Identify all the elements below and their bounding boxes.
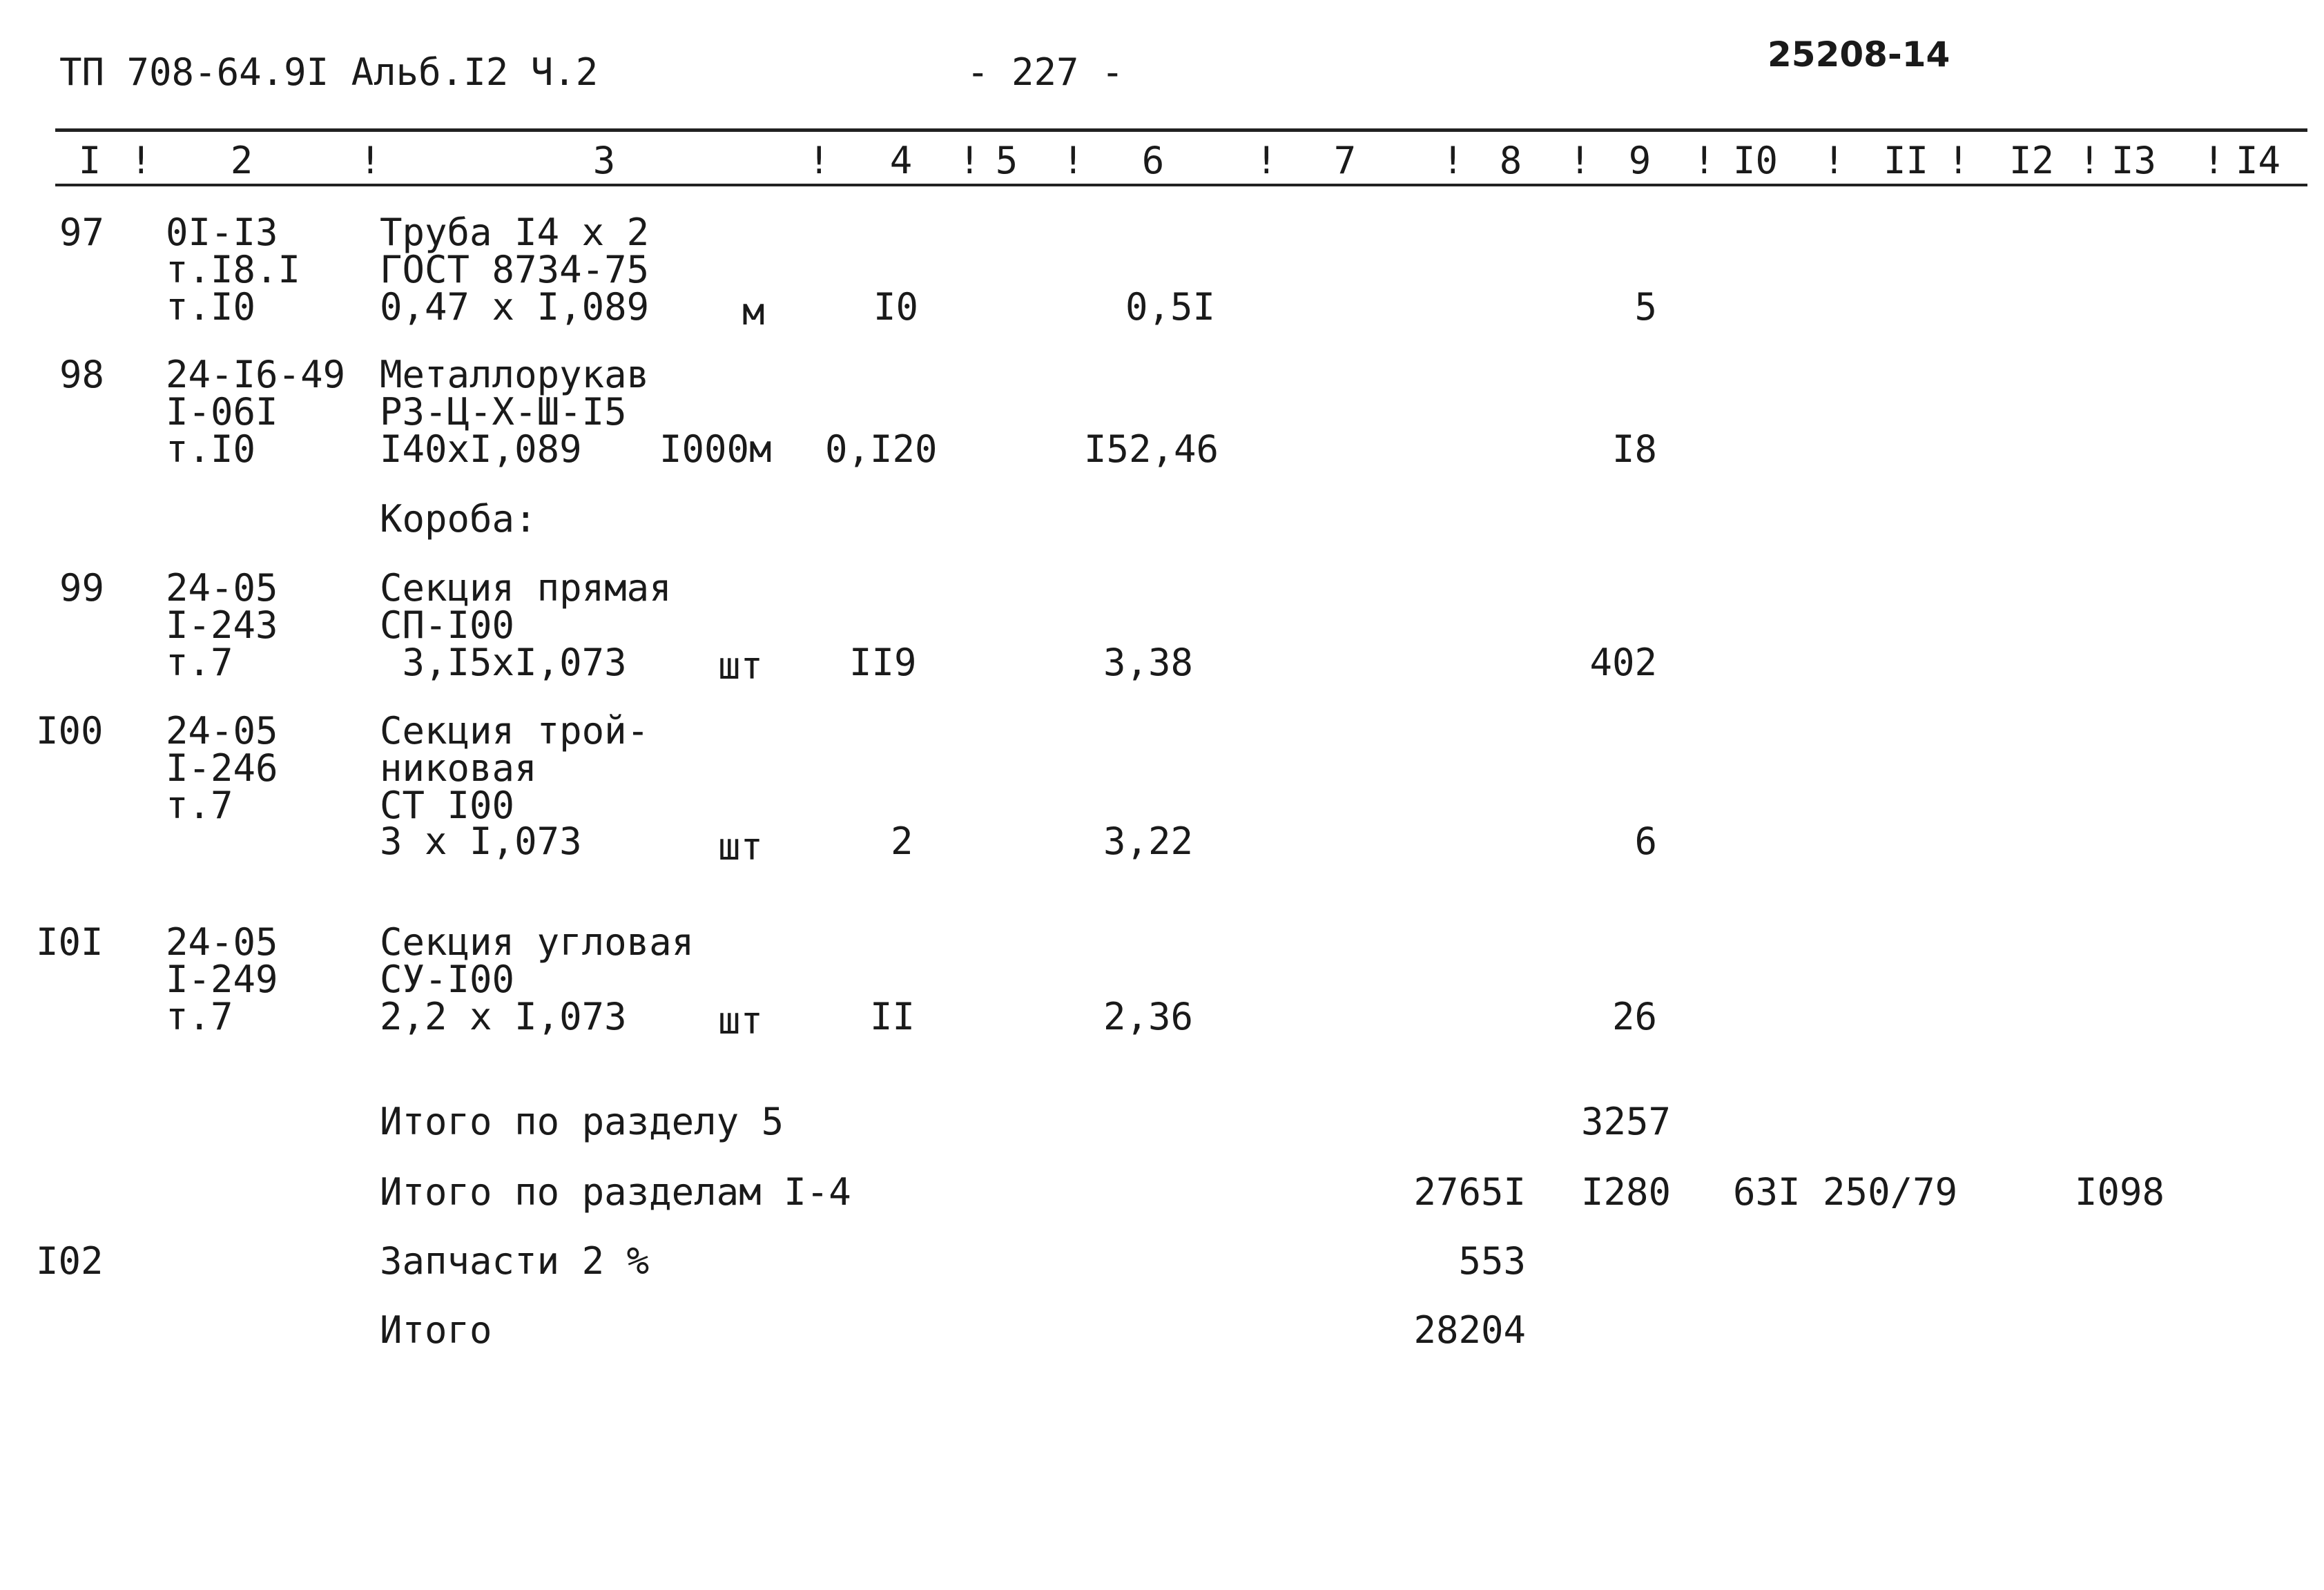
col-separator: ! (1947, 139, 1970, 182)
col-header-14: I4 (2236, 139, 2281, 182)
row-quantity: 2 (891, 820, 913, 863)
row-col6: 2,36 (1103, 995, 1194, 1038)
total-col9: I280 (1580, 1170, 1671, 1214)
row-number: 98 (59, 353, 105, 396)
row-quantity: II9 (849, 641, 917, 684)
row-code: 24-I6-49 (166, 353, 346, 396)
col-separator: ! (1442, 139, 1464, 182)
row-name: Секция прямая (380, 566, 672, 610)
row-code: I-249 (166, 958, 278, 1001)
total-col13: I098 (2075, 1170, 2165, 1214)
row-code: т.7 (166, 641, 233, 684)
row-unit: шт (718, 644, 764, 688)
row-name: Р3-Ц-Х-Ш-I5 (380, 390, 627, 434)
row-code: 24-05 (166, 566, 278, 610)
row-col9: 26 (1611, 995, 1657, 1038)
row-unit: шт (718, 999, 764, 1043)
col-header-13: I3 (2111, 139, 2157, 182)
col-header-8: 8 (1499, 139, 1522, 182)
row-name: никовая (380, 746, 537, 790)
col-separator: ! (1569, 139, 1591, 182)
row-quantity: I0 (873, 285, 919, 329)
row-name: I40хI,089 (380, 427, 582, 471)
document-code: ТП 708-64.9I Альб.I2 Ч.2 (59, 50, 599, 94)
row-name: 3 х I,073 (380, 820, 582, 863)
col-separator: ! (1823, 139, 1846, 182)
col-header-6: 6 (1141, 139, 1165, 182)
total-label: Итого по разделу 5 (380, 1100, 784, 1143)
col-separator: ! (1693, 139, 1716, 182)
row-col9: I8 (1611, 427, 1657, 471)
row-number: I00 (36, 709, 104, 753)
total-col9: 3257 (1580, 1100, 1671, 1143)
row-name: 0,47 х I,089 (380, 285, 650, 329)
row-col9: 402 (1589, 641, 1657, 684)
row-number: 99 (59, 566, 105, 610)
total-label: Итого (380, 1308, 492, 1352)
total-col8: 553 (1458, 1239, 1526, 1283)
row-code: т.I8.I (166, 248, 301, 291)
row-name: Секция трой- (380, 709, 650, 753)
row-number: 97 (59, 211, 105, 254)
col-header-9: 9 (1628, 139, 1652, 182)
column-header-row (0, 124, 2324, 193)
col-separator: ! (2078, 139, 2101, 182)
col-separator: ! (1255, 139, 1278, 182)
row-col6: I52,46 (1084, 427, 1219, 471)
row-code: 24-05 (166, 920, 278, 964)
col-header-7: 7 (1333, 139, 1357, 182)
row-code: т.7 (166, 784, 233, 827)
row-name: Секция угловая (380, 920, 695, 964)
row-unit: м (742, 290, 765, 333)
section-heading: Короба: (380, 497, 537, 541)
row-unit: шт (718, 825, 764, 869)
row-col6: 3,38 (1103, 641, 1194, 684)
col-separator: ! (2202, 139, 2225, 182)
row-name: СП-I00 (380, 603, 515, 647)
row-code: т.7 (166, 995, 233, 1038)
row-name: СУ-I00 (380, 958, 515, 1001)
col-separator: ! (958, 139, 981, 182)
col-header-11: II (1884, 139, 1929, 182)
row-code: 24-05 (166, 709, 278, 753)
col-header-3: 3 (592, 139, 616, 182)
total-label: Запчасти 2 % (380, 1239, 650, 1283)
col-header-4: 4 (889, 139, 913, 182)
row-code: 0I-I3 (166, 211, 278, 254)
total-label: Итого по разделам I-4 (380, 1170, 851, 1214)
document-header (0, 0, 2324, 124)
col-header-1: I (78, 139, 101, 182)
row-col9: 6 (1634, 820, 1657, 863)
row-name: Металлорукав (380, 353, 650, 396)
row-name: Труба I4 х 2 (380, 211, 650, 254)
page-number: - 227 - (967, 50, 1124, 94)
total-col8: 28204 (1413, 1308, 1526, 1352)
col-separator: ! (1062, 139, 1085, 182)
total-col8: 2765I (1413, 1170, 1526, 1214)
row-name: СТ I00 (380, 784, 515, 827)
row-col6: 3,22 (1103, 820, 1194, 863)
row-name: ГОСТ 8734-75 (380, 248, 650, 291)
table-body (0, 193, 2324, 1436)
row-name: 2,2 х I,073 (380, 995, 627, 1038)
row-col9: 5 (1634, 285, 1657, 329)
col-separator: ! (808, 139, 831, 182)
col-separator: ! (359, 139, 382, 182)
col-separator: ! (130, 139, 153, 182)
row-code: т.I0 (166, 427, 256, 471)
col-header-10: I0 (1733, 139, 1779, 182)
col-header-2: 2 (230, 139, 253, 182)
header-bottom-rule (55, 184, 2307, 186)
row-name: 3,I5хI,073 (380, 641, 627, 684)
row-number: I0I (36, 920, 104, 964)
row-unit: I000м (659, 427, 772, 471)
row-code: т.I0 (166, 285, 256, 329)
row-quantity: 0,I20 (825, 427, 938, 471)
handwritten-stamp: 25208-14 (1768, 35, 1950, 75)
col-header-12: I2 (2009, 139, 2055, 182)
row-code: I-246 (166, 746, 278, 790)
row-number: I02 (36, 1239, 104, 1283)
total-col10: 63I 250/79 (1733, 1170, 1958, 1214)
col-header-5: 5 (995, 139, 1018, 182)
row-code: I-243 (166, 603, 278, 647)
row-col6: 0,5I (1125, 285, 1216, 329)
row-quantity: II (870, 995, 916, 1038)
row-code: I-06I (166, 390, 278, 434)
